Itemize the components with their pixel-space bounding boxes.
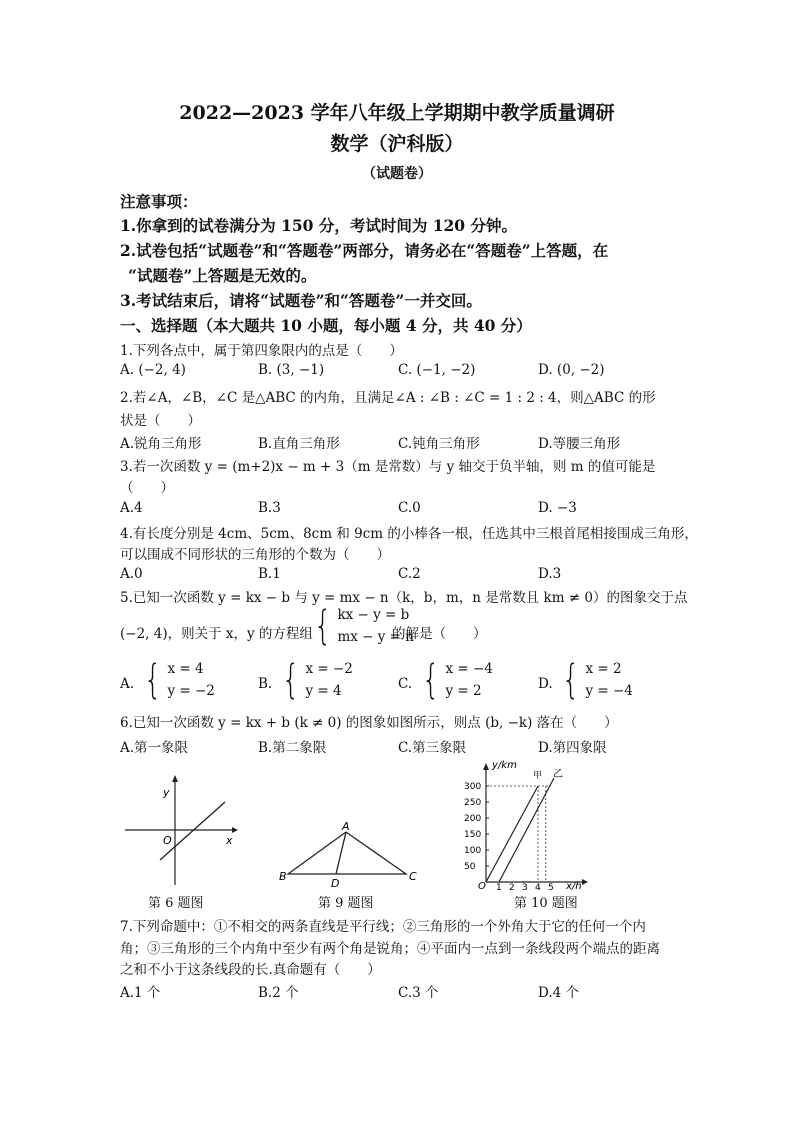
fig6-line	[160, 802, 225, 860]
fig10-x-arrow	[582, 879, 588, 885]
brace-symbol: {	[143, 657, 162, 703]
fig10-caption: 第 10 题图	[514, 896, 578, 911]
q2-text-line1: 2.若∠A，∠B，∠C 是△ABC 的内角，且满足∠A : ∠B : ∠C = 1 : 2 : 4，则△ABC 的形	[120, 390, 656, 406]
q7-text-line3: 之和不小于这条线段的长.真命题有（ ）	[120, 962, 381, 978]
q2-option-b: B.直角三角形	[258, 436, 340, 452]
q7-option-b: B.2 个	[258, 985, 299, 1001]
q5-eq-bottom: mx − y = n	[337, 629, 414, 645]
notice-item-2-cont: “试题卷”上答题是无效的。	[128, 266, 317, 285]
fig10-jia-label: 甲	[533, 771, 543, 781]
notice-item-2: 2.试卷包括“试题卷”和“答题卷”两部分，请务必在“答题卷”上答题，在	[120, 241, 609, 260]
fig9-label-b: B	[279, 870, 287, 883]
q1-option-c: C. (−1, −2)	[398, 362, 476, 378]
q5-option-c	[418, 658, 493, 702]
q5-option-d-top: x = 2	[585, 661, 622, 677]
q6-text: 6.已知一次函数 y = kx + b (k ≠ 0) 的图象如图所示，则点 (b, −k) 落在（ ）	[120, 715, 618, 731]
q5-text-line2-post: 的解是（ ）	[392, 626, 487, 642]
q5-text-line2-pre: (−2, 4)，则关于 x，y 的方程组	[120, 626, 313, 642]
q3-text-line2: （ ）	[120, 480, 174, 496]
q3-option-a: A.4	[120, 500, 143, 516]
q2-option-a: A.锐角三角形	[120, 436, 202, 452]
q5-option-a-top: x = 4	[167, 661, 204, 677]
fig9-triangle	[288, 832, 406, 874]
fig10-xtick-label: 1	[496, 883, 502, 890]
q4-option-a: A.0	[120, 566, 143, 582]
fig10-ytick-label: 200	[464, 814, 482, 824]
q3-option-b: B.3	[258, 500, 281, 516]
fig6-x-arrow	[232, 827, 238, 833]
brace-symbol: {	[561, 657, 580, 703]
fig10-line-jia	[486, 786, 538, 882]
q5-option-b-label: B.	[258, 676, 273, 692]
q7-option-c: C.3 个	[398, 985, 439, 1001]
notice-item-1: 1.你拿到的试卷满分为 150 分，考试时间为 120 分钟。	[120, 216, 517, 235]
q5-option-d-bottom: y = −4	[585, 683, 633, 699]
notice-item-3: 3.考试结束后，请将“试题卷”和“答题卷”一并交回。	[120, 291, 482, 310]
q5-option-b-top: x = −2	[305, 661, 353, 677]
q4-option-b: B.1	[258, 566, 281, 582]
q5-option-a-label: A.	[120, 676, 135, 692]
fig9-caption: 第 9 题图	[318, 896, 374, 911]
q6-option-d: D.第四象限	[538, 740, 607, 756]
q5-option-a	[140, 658, 215, 702]
fig10-xtick-label: 4	[535, 883, 541, 890]
fig10-xtick-label: 3	[522, 883, 528, 890]
q7-text-line1: 7.下列命题中：①不相交的两条直线是平行线；②三角形的一个外角大于它的任何一个内	[120, 919, 646, 935]
brace-symbol: {	[421, 657, 440, 703]
q1-text: 1.下列各点中，属于第四象限内的点是（ ）	[120, 343, 403, 359]
q3-text-line1: 3.若一次函数 y = (m+2)x − m + 3（m 是常数）与 y 轴交于负半轴，则 m 的值可能是	[120, 459, 656, 475]
q4-option-c: C.2	[398, 566, 421, 582]
fig6-y-arrow	[172, 775, 178, 782]
fig10-ticks	[464, 782, 554, 890]
fig10-origin-label: O	[478, 881, 486, 890]
q5-option-c-label: C.	[398, 676, 413, 692]
fig10-x-label: x/h	[566, 881, 582, 890]
fig6-x-label: x	[226, 834, 233, 847]
fig10-y-label: y/km	[492, 760, 517, 771]
q3-option-d: D. −3	[538, 500, 577, 516]
notice-heading: 注意事项：	[120, 192, 198, 211]
q2-text-line2: 状是（ ）	[120, 413, 201, 429]
fig6-y-label: y	[163, 786, 170, 799]
q1-option-b: B. (3, −1)	[258, 362, 325, 378]
q5-text-line1: 5.已知一次函数 y = kx − b 与 y = mx − n（k，b，m，n 是常数且 km ≠ 0）的图象交于点	[120, 590, 688, 606]
fig9-label-c: C	[409, 870, 417, 883]
fig9-label-d: D	[331, 877, 340, 888]
fig10-ytick-label: 250	[464, 798, 482, 808]
fig6-origin-label: O	[163, 834, 172, 847]
q3-option-c: C.0	[398, 500, 421, 516]
q4-text-line2: 可以围成不同形状的三角形的个数为（ ）	[120, 547, 390, 563]
exam-subtitle: 数学（沪科版）	[330, 133, 464, 155]
fig10-xtick-label: 2	[509, 883, 515, 890]
fig10-ytick-label: 300	[464, 782, 482, 792]
q7-text-line2: 角；③三角形的三个内角中至少有两个角是锐角；④平面内一点到一条线段两个端点的距离	[120, 941, 660, 957]
q1-option-d: D. (0, −2)	[538, 362, 605, 378]
exam-label: （试题卷）	[362, 166, 432, 182]
q2-option-d: D.等腰三角形	[538, 436, 621, 452]
q6-option-c: C.第三象限	[398, 740, 467, 756]
brace-symbol: {	[313, 603, 332, 649]
fig10-yi-label: 乙	[553, 769, 563, 780]
section-heading: 一、选择题（本大题共 10 小题，每小题 4 分，共 40 分）	[120, 316, 532, 335]
exam-title: 2022—2023 学年八年级上学期期中教学质量调研	[179, 102, 615, 124]
q2-option-c: C.钝角三角形	[398, 436, 480, 452]
q5-option-d-label: D.	[538, 676, 553, 692]
fig10-ytick-label: 50	[464, 862, 476, 872]
q4-option-d: D.3	[538, 566, 562, 582]
q5-option-b-bottom: y = 4	[305, 683, 342, 699]
q7-option-a: A.1 个	[120, 985, 161, 1001]
fig10-ytick-label: 150	[464, 830, 482, 840]
figure-10	[462, 758, 592, 890]
q7-option-d: D.4 个	[538, 985, 580, 1001]
q5-option-d	[558, 658, 633, 702]
q1-option-a: A. (−2, 4)	[120, 362, 186, 378]
fig10-ytick-label: 100	[464, 846, 482, 856]
brace-symbol: {	[281, 657, 300, 703]
figure-6	[120, 770, 240, 890]
q6-option-b: B.第二象限	[258, 740, 327, 756]
fig10-y-arrow	[483, 763, 489, 770]
q6-option-a: A.第一象限	[120, 740, 189, 756]
q5-eq-top: kx − y = b	[337, 607, 410, 623]
fig6-caption: 第 6 题图	[148, 896, 204, 911]
q5-option-c-top: x = −4	[445, 661, 493, 677]
q4-text-line1: 4.有长度分别是 4cm、5cm、8cm 和 9cm 的小棒各一根，任选其中三根首尾相接围成三角形，	[120, 526, 698, 542]
fig10-xtick-label: 5	[548, 883, 554, 890]
fig9-label-a: A	[342, 820, 350, 833]
q5-option-a-bottom: y = −2	[167, 683, 215, 699]
q5-option-b	[278, 658, 353, 702]
q5-option-c-bottom: y = 2	[445, 683, 482, 699]
figure-9	[278, 818, 428, 888]
